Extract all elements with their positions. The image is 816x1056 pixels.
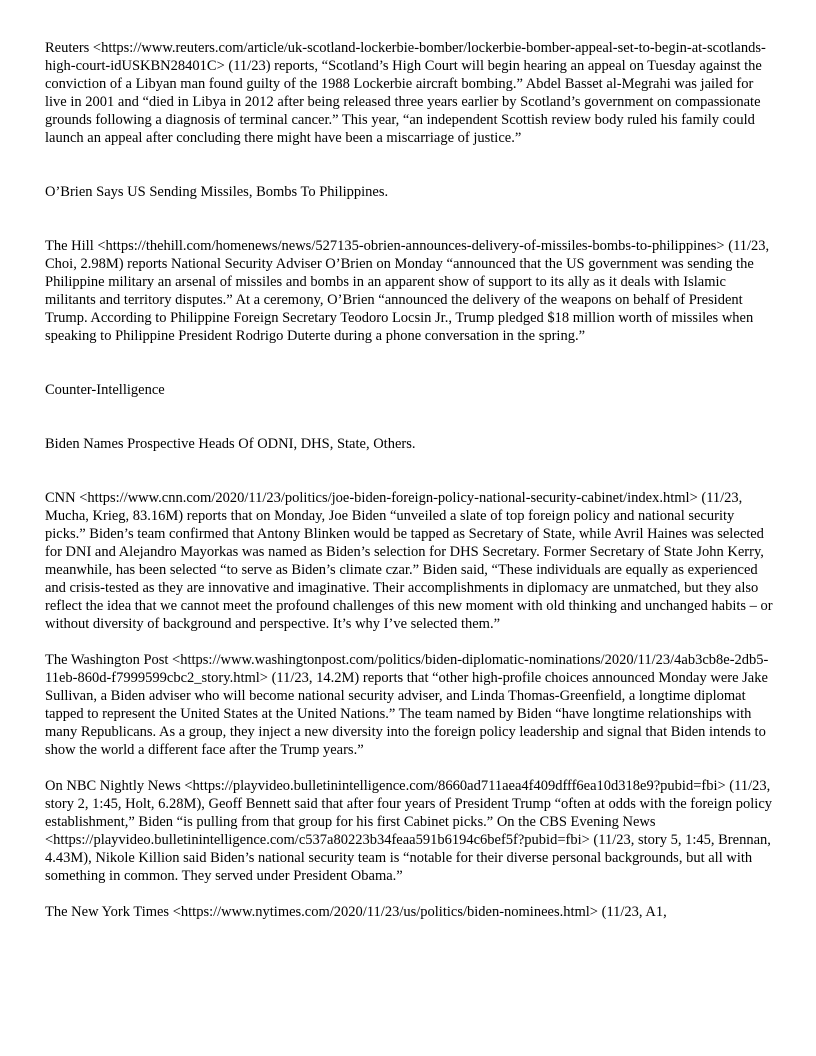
document-page: [45, 39, 773, 921]
headline-obrien-missiles: O’Brien Says US Sending Missiles, Bombs To Philippines.: [45, 184, 389, 200]
paragraph-cnn-report: CNN <https://www.cnn.com/2020/11/23/politics/joe-biden-foreign-policy-national-security-cabinet/index.html> (11/23, Mucha, Krieg, 83.16M) reports that on Monday, Joe Biden “unveiled a slate of top foreign policy and national security picks.” Biden’s team confirmed that Antony Blinken would be tapped as Secretary of State, while Avril Haines was selected for DNI and Alejandro Mayorkas was named as Biden’s selection for DHS Secretary. Former Secretary of State John Kerry, meanwhile, has been selected “to serve as Biden’s climate czar.” Biden said, “These individuals are equally as experienced and crisis-tested as they are innovative and imaginative. Their accomplishments in diplomacy are unmatched, but they also reflect the idea that we cannot meet the profound challenges of this new moment with old thinking and unchanged habits – or without diversity of background and perspective. It’s why I’ve selected them.”: [45, 490, 773, 632]
section-heading-counter-intelligence: Counter-Intelligence: [45, 382, 165, 398]
paragraph-washington-post-report: The Washington Post <https://www.washingtonpost.com/politics/biden-diplomatic-nominations/2020/11/23/4ab3cb8e-2db5-11eb-860d-f7999599cbc2_story.html> (11/23, 14.2M) reports that “other high-profile choices announced Monday were Jake Sullivan, a Biden adviser who will become national security adviser, and Linda Thomas-Greenfield, a longtime diplomat tapped to represent the United States at the United Nations.” The team named by Biden “have longtime relationships with many Republicans. As a group, they inject a new diversity into the foreign policy leadership and signal that Biden intends to show the world a different face after the Trump years.”: [45, 652, 769, 758]
headline-biden-names-heads: Biden Names Prospective Heads Of ODNI, DHS, State, Others.: [45, 436, 416, 452]
paragraph-the-hill-report: The Hill <https://thehill.com/homenews/news/527135-obrien-announces-delivery-of-missiles-bombs-to-philippines> (11/23, Choi, 2.98M) reports National Security Adviser O’Brien on Monday “announced that the US government was sending the Philippine military an arsenal of missiles and bombs in an apparent show of support to its ally as it deals with Islamic militants and territory disputes.” At a ceremony, O’Brien “announced the delivery of the weapons on behalf of President Trump. According to Philippine Foreign Secretary Teodoro Locsin Jr., Trump pledged $18 million worth of missiles when speaking to Philippine President Rodrigo Duterte during a phone conversation in the spring.”: [45, 238, 770, 344]
paragraph-lockerbie-appeal: Reuters <https://www.reuters.com/article/uk-scotland-lockerbie-bomber/lockerbie-bomber-appeal-set-to-begin-at-scotlands-high-court-idUSKBN28401C> (11/23) reports, “Scotland’s High Court will begin hearing an appeal on Tuesday against the conviction of a Libyan man found guilty of the 1988 Lockerbie aircraft bombing.” Abdel Basset al-Megrahi was jailed for live in 2001 and “died in Libya in 2012 after being released three years earlier by Scotland’s government on compassionate grounds following a diagnosis of terminal cancer.” This year, “an independent Scottish review body ruled his family could launch an appeal after concluding there might have been a miscarriage of justice.”: [45, 40, 766, 146]
paragraph-nbc-cbs-report: On NBC Nightly News <https://playvideo.bulletinintelligence.com/8660ad711aea4f409dfff6ea10d318e9?pubid=fbi> (11/23, story 2, 1:45, Holt, 6.28M), Geoff Bennett said that after four years of President Trump “often at odds with the foreign policy establishment,” Biden “is pulling from that group for his first Cabinet picks.” On the CBS Evening News <https://playvideo.bulletinintelligence.com/c537a80223b34feaa591b6194c6bef5f?pubid=fbi> (11/23, story 5, 1:45, Brennan, 4.43M), Nikole Killion said Biden’s national security team is “notable for their diverse personal backgrounds, but all with something in common. They served under President Obama.”: [45, 778, 773, 884]
paragraph-nytimes-report: The New York Times <https://www.nytimes.com/2020/11/23/us/politics/biden-nominees.html> (11/23, A1,: [45, 904, 667, 920]
